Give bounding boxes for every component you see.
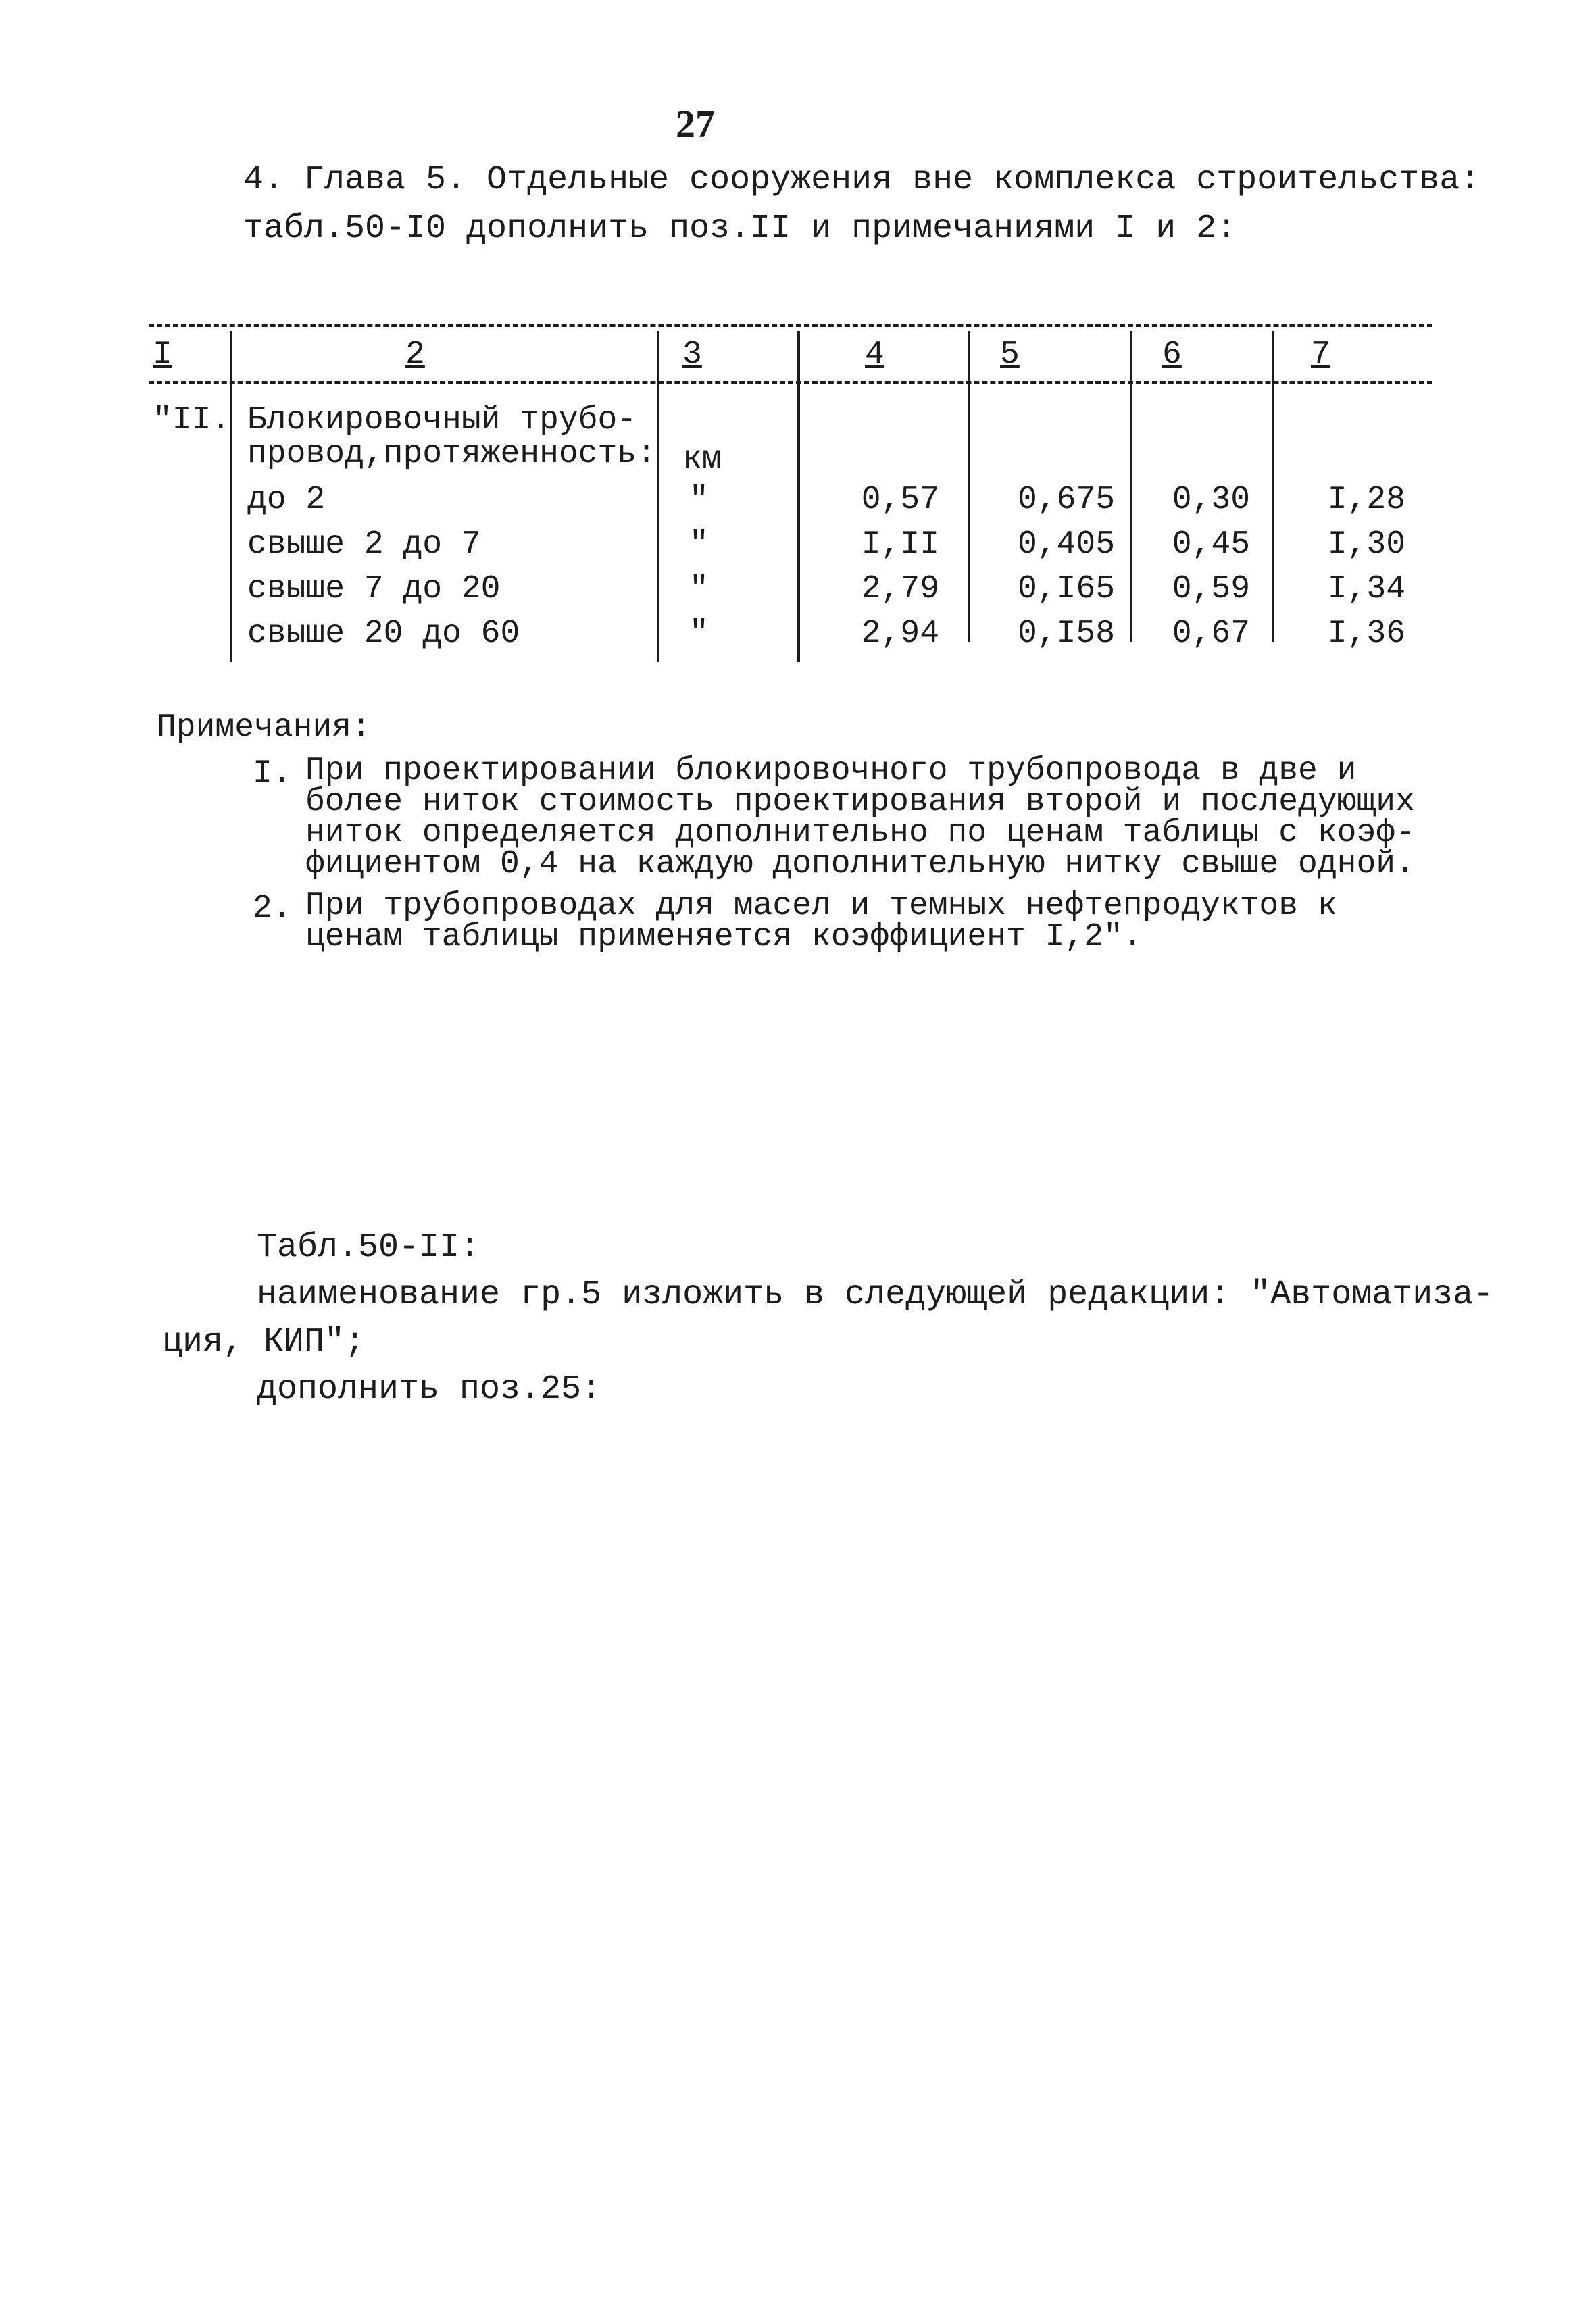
row-4-unit: "	[689, 615, 709, 652]
note-1-line-4: фициентом 0,4 на каждую дополнительную нитку свыше одной.	[305, 846, 1415, 882]
row-3-col-4: 2,79	[861, 571, 939, 607]
row-3-col-5: 0,I65	[1017, 571, 1115, 607]
row-4-label: свыше 20 до 60	[247, 615, 520, 652]
col-sep-5	[1130, 331, 1132, 642]
page-number: 27	[676, 102, 715, 146]
row-1-col-6: 0,30	[1172, 482, 1250, 518]
intro-line-1: 4. Глава 5. Отдельные сооружения вне комплекса строительства:	[243, 161, 1480, 199]
note-1-number: I.	[253, 755, 292, 792]
note-1-line-2: более ниток стоимость проектирования второй и последующих	[305, 784, 1415, 820]
header-col-4: 4	[865, 336, 884, 373]
table-header-rule	[149, 381, 1432, 384]
row-1-col-7: I,28	[1327, 482, 1405, 518]
row-1-col-4: 0,57	[861, 482, 939, 518]
note-1-line-3: ниток определяется дополнительно по ценам таблицы с коэф-	[305, 815, 1415, 851]
header-col-5: 5	[1000, 336, 1020, 373]
row-1-label: до 2	[247, 482, 326, 518]
table-top-rule	[149, 324, 1432, 327]
note-2-line-2: ценам таблицы применяется коэффициент I,2".	[305, 919, 1143, 955]
row-4-col-6: 0,67	[1172, 615, 1250, 652]
header-col-7: 7	[1311, 336, 1330, 373]
row-2-col-5: 0,405	[1017, 526, 1115, 563]
bottom-line-1: Табл.50-II:	[257, 1228, 480, 1267]
col-sep-1	[230, 331, 232, 662]
note-1-line-1: При проектировании блокировочного трубопровода в две и	[305, 753, 1357, 789]
col-sep-6	[1272, 331, 1274, 642]
row-3-col-7: I,34	[1327, 571, 1405, 607]
header-col-1: I	[153, 336, 172, 373]
notes-title: Примечания:	[157, 709, 371, 746]
note-2-number: 2.	[253, 890, 292, 927]
header-col-2: 2	[405, 336, 425, 373]
col-sep-2	[657, 331, 659, 662]
header-col-6: 6	[1162, 336, 1182, 373]
bottom-line-3: ция, КИП";	[162, 1323, 366, 1361]
row-3-label: свыше 7 до 20	[247, 571, 501, 607]
position-number: "II.	[153, 402, 231, 438]
row-2-unit: "	[689, 526, 709, 563]
row-2-label: свыше 2 до 7	[247, 526, 481, 563]
unit-main: км	[682, 441, 722, 478]
row-2-col-7: I,30	[1327, 526, 1405, 563]
row-4-col-5: 0,I58	[1017, 615, 1115, 652]
row-3-col-6: 0,59	[1172, 571, 1250, 607]
row-4-col-7: I,36	[1327, 615, 1405, 652]
bottom-line-4: дополнить поз.25:	[257, 1370, 602, 1409]
item-name-line-2: провод,протяженность:	[247, 436, 656, 472]
row-4-col-4: 2,94	[861, 615, 939, 652]
row-2-col-4: I,II	[861, 526, 939, 563]
item-name-line-1: Блокировочный трубо-	[247, 402, 637, 438]
price-table	[149, 318, 1446, 669]
row-1-col-5: 0,675	[1017, 482, 1115, 518]
header-col-3: 3	[682, 336, 702, 373]
row-2-col-6: 0,45	[1172, 526, 1250, 563]
row-3-unit: "	[689, 571, 709, 607]
col-sep-3	[797, 331, 800, 662]
intro-line-2: табл.50-I0 дополнить поз.II и примечаниями I и 2:	[243, 209, 1237, 248]
bottom-line-2: наименование гр.5 изложить в следующей редакции: "Автоматиза-	[257, 1276, 1494, 1314]
row-1-unit: "	[689, 482, 709, 518]
note-2-line-1: При трубопроводах для масел и темных нефтепродуктов к	[305, 888, 1337, 924]
col-sep-4	[968, 331, 970, 642]
